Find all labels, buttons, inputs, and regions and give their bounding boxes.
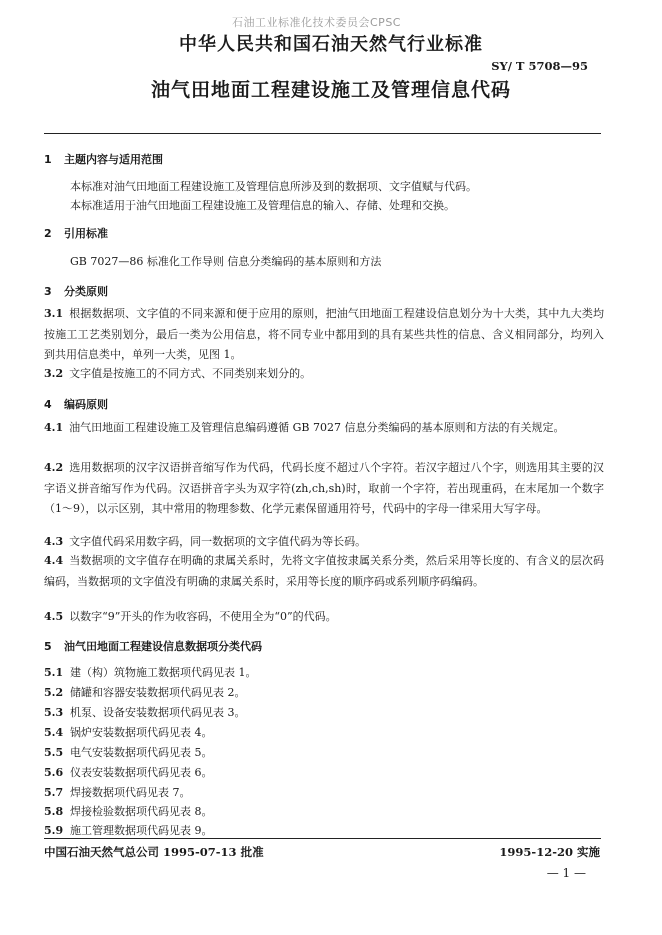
- list-item: [44, 744, 213, 760]
- item-text: 建（构）筑物施工数据项代码见表 1。: [70, 666, 257, 679]
- list-item: [44, 764, 213, 780]
- list-item: [44, 724, 213, 740]
- section-number: 5: [44, 640, 52, 653]
- paragraph-number: 4.3: [44, 535, 64, 548]
- item-text: 焊接检验数据项代码见表 8。: [70, 805, 213, 818]
- section-number: 4: [44, 398, 52, 411]
- item-text: 机泵、设备安装数据项代码见表 3。: [70, 706, 246, 719]
- item-number: 5.1: [44, 666, 64, 679]
- item-number: 5.3: [44, 706, 64, 719]
- section-title: 油气田地面工程建设信息数据项分类代码: [64, 640, 262, 653]
- paragraph-text: 选用数据项的汉字汉语拼音缩写作为代码，代码长度不超过八个字符。若汉字超过八个字，则选用其主要的汉字语义拼音缩写作为代码。汉语拼音字头为双字符(zh,ch,sh)时，取前一个字符，若出现重码，在末尾加一个数字（1～9），以示区别，其中常用的物理参数、化学元素保留通用符号，代码中的字母一律采用大写字母。: [44, 461, 604, 515]
- item-number: 5.6: [44, 766, 64, 779]
- section-title: 编码原则: [64, 398, 108, 411]
- item-number: 5.7: [44, 786, 64, 799]
- paragraph-text: 根据数据项、文字值的不同来源和便于应用的原则，把油气田地面工程建设信息划分为十大类，其中九大类均按施工工艺类别划分，最后一类为公用信息，将不同专业中都用到的具有某些共性的信息、含义相同部分，均列入到共用信息类中，单列一大类，见图 1。: [44, 307, 604, 361]
- section-title: 主题内容与适用范围: [64, 153, 163, 166]
- paragraph-number: 4.2: [44, 461, 64, 474]
- section-4-heading: [44, 396, 108, 412]
- paragraph-text: 文字值是按施工的不同方式、不同类别来划分的。: [69, 367, 312, 380]
- paragraph-number: 4.4: [44, 554, 64, 567]
- effective-date: 1995-12-20 实施: [499, 845, 600, 859]
- standard-header: 中华人民共和国石油天然气行业标准: [179, 34, 483, 55]
- page-number: — 1 —: [546, 866, 586, 880]
- list-item: [44, 822, 213, 838]
- watermark: 石油工业标准化技术委员会CPSC: [232, 16, 401, 29]
- approval-date: 中国石油天然气总公司 1995-07-13 批准: [44, 845, 264, 859]
- section-1-paragraph-2: 本标准适用于油气田地面工程建设施工及管理信息的输入、存储、处理和交换。: [70, 199, 455, 212]
- section-3-heading: [44, 283, 108, 299]
- paragraph-text: 文字值代码采用数字码，同一数据项的文字值代码为等长码。: [69, 535, 367, 548]
- item-text: 储罐和容器安装数据项代码见表 2。: [70, 686, 246, 699]
- paragraph-text: 油气田地面工程建设施工及管理信息编码遵循 GB 7027 信息分类编码的基本原则和方法的有关规定。: [69, 421, 565, 434]
- item-text: 焊接数据项代码见表 7。: [70, 786, 191, 799]
- paragraph-4-3: [44, 532, 604, 553]
- item-text: 电气安装数据项代码见表 5。: [70, 746, 213, 759]
- list-item: [44, 684, 246, 700]
- paragraph-4-2: [44, 458, 604, 520]
- item-number: 5.2: [44, 686, 64, 699]
- list-item: [44, 704, 246, 720]
- item-number: 5.5: [44, 746, 64, 759]
- paragraph-4-1: [44, 418, 604, 439]
- paragraph-text: 以数字“9”开头的作为收容码，不使用全为“0”的代码。: [69, 610, 337, 623]
- item-text: 锅炉安装数据项代码见表 4。: [70, 726, 213, 739]
- item-number: 5.9: [44, 824, 64, 837]
- list-item: [44, 803, 213, 819]
- paragraph-number: 4.1: [44, 421, 64, 434]
- page-title: 油气田地面工程建设施工及管理信息代码: [150, 79, 511, 101]
- item-number: 5.8: [44, 805, 64, 818]
- paragraph-text: 当数据项的文字值存在明确的隶属关系时，先将文字值按隶属关系分类，然后采用等长度的、有含义的层次码编码，当数据项的文字值没有明确的隶属关系时，采用等长度的顺序码或系列顺序码编码。: [44, 554, 604, 588]
- header-divider: [44, 133, 601, 134]
- footer-divider: [44, 838, 601, 839]
- section-number: 2: [44, 227, 52, 240]
- paragraph-3-1: [44, 304, 604, 366]
- section-5-heading: [44, 638, 262, 654]
- standard-code: SY/ T 5708—95: [491, 59, 588, 73]
- list-item: [44, 664, 257, 680]
- paragraph-4-5: [44, 607, 604, 628]
- section-number: 1: [44, 153, 52, 166]
- item-text: 仪表安装数据项代码见表 6。: [70, 766, 213, 779]
- section-1-heading: [44, 151, 163, 167]
- list-item: [44, 784, 191, 800]
- section-title: 分类原则: [64, 285, 108, 298]
- paragraph-3-2: [44, 364, 604, 385]
- section-title: 引用标准: [64, 227, 108, 240]
- section-1-paragraph-1: 本标准对油气田地面工程建设施工及管理信息所涉及到的数据项、文字值赋与代码。: [70, 180, 477, 193]
- item-text: 施工管理数据项代码见表 9。: [70, 824, 213, 837]
- paragraph-number: 4.5: [44, 610, 64, 623]
- paragraph-4-4: [44, 551, 604, 592]
- paragraph-number: 3.1: [44, 307, 64, 320]
- reference-standard: GB 7027—86 标准化工作导则 信息分类编码的基本原则和方法: [70, 255, 382, 268]
- section-2-heading: [44, 225, 108, 241]
- section-number: 3: [44, 285, 52, 298]
- paragraph-number: 3.2: [44, 367, 64, 380]
- item-number: 5.4: [44, 726, 64, 739]
